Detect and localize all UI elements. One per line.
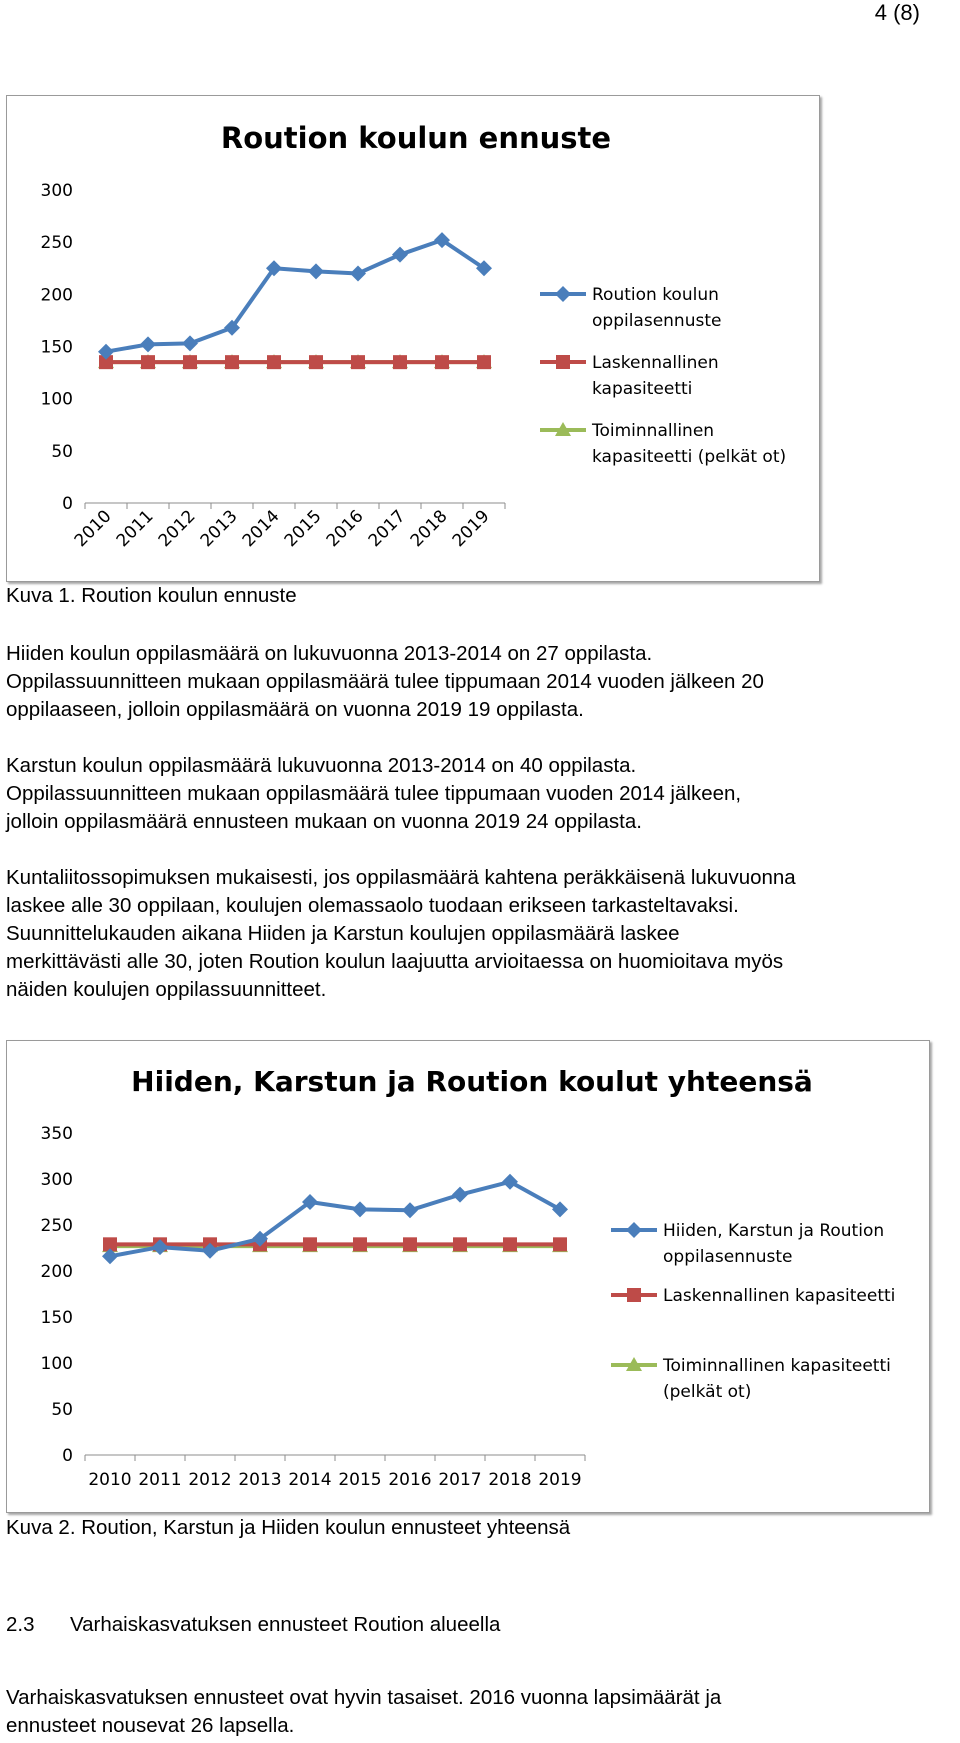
data-point (182, 335, 198, 351)
legend-marker (627, 1288, 641, 1302)
data-point (435, 355, 449, 369)
data-point (352, 1201, 368, 1217)
chart-title: Roution koulun ennuste (220, 121, 612, 155)
data-point (452, 1187, 468, 1203)
data-point (353, 1237, 367, 1251)
y-tick-label: 50 (51, 1400, 73, 1420)
para1-line: oppilaaseen, jolloin oppilasmäärä on vuonna 2019 19 oppilasta. (6, 698, 584, 721)
legend-label: Laskennallinen kapasiteetti (663, 1286, 896, 1306)
x-tick-label: 2018 (406, 506, 452, 552)
chart1-svg (7, 96, 819, 581)
x-tick-label: 2014 (288, 1470, 332, 1490)
data-point (303, 1237, 317, 1251)
data-point (350, 265, 366, 281)
data-point (552, 1201, 568, 1217)
x-tick-label: 2019 (448, 506, 494, 552)
data-point (402, 1202, 418, 1218)
x-tick-label: 2014 (238, 506, 284, 552)
data-point (393, 355, 407, 369)
data-point (403, 1237, 417, 1251)
para2-line: Karstun koulun oppilasmäärä lukuvuonna 2013-2014 on 40 oppilasta. (6, 754, 637, 777)
para2-line: jolloin oppilasmäärä ennusteen mukaan on vuonna 2019 24 oppilasta. (6, 810, 642, 833)
y-tick-label: 300 (40, 181, 73, 201)
paragraph-varhaiskasvatus (6, 1684, 960, 1740)
para4-line: ennusteet nousevat 26 lapsella. (6, 1714, 295, 1737)
x-tick-label: 2013 (238, 1470, 282, 1490)
para3-line: merkittävästi alle 30, joten Roution koulun laajuutta arvioitaessa on huomioitava myös (6, 950, 784, 973)
legend-label: oppilasennuste (663, 1247, 793, 1267)
para2-line: Oppilassuunnitteen mukaan oppilasmäärä tulee tippumaan vuoden 2014 jälkeen, (6, 782, 742, 805)
paragraph-karstun (6, 752, 960, 836)
x-tick-label: 2017 (438, 1470, 482, 1490)
data-point (503, 1237, 517, 1251)
legend-label: oppilasennuste (592, 311, 722, 331)
y-tick-label: 100 (40, 1354, 73, 1374)
y-tick-label: 250 (40, 233, 73, 254)
y-tick-label: 0 (62, 1446, 73, 1466)
legend-label: kapasiteetti (pelkät ot) (592, 447, 787, 467)
para3-line: Suunnittelukauden aikana Hiiden ja Karstun koulujen oppilasmäärä laskee (6, 922, 680, 945)
page-number: 4 (8) (874, 0, 920, 25)
legend-label: kapasiteetti (592, 379, 693, 399)
y-tick-label: 50 (51, 441, 73, 462)
y-tick-label: 0 (62, 494, 73, 514)
paragraph-kuntaliitos (6, 864, 960, 1004)
legend-marker (626, 1222, 642, 1238)
data-point (225, 355, 239, 369)
x-tick-label: 2017 (364, 506, 410, 552)
legend-label: (pelkät ot) (663, 1382, 752, 1402)
x-tick-label: 2012 (154, 506, 200, 552)
y-tick-label: 200 (40, 285, 73, 306)
legend-marker (556, 355, 570, 369)
legend-marker (555, 286, 571, 302)
x-tick-label: 2016 (322, 506, 368, 552)
legend-label: Toiminnallinen (592, 421, 715, 441)
data-point (453, 1237, 467, 1251)
legend-label: Toiminnallinen kapasiteetti (663, 1356, 891, 1376)
y-tick-label: 100 (40, 389, 73, 410)
legend-label: Roution koulun (592, 285, 719, 305)
x-tick-label: 2013 (196, 506, 242, 552)
chart-title: Hiiden, Karstun ja Roution koulut yhteensä (131, 1065, 813, 1098)
x-tick-label: 2011 (112, 506, 158, 552)
data-point (141, 355, 155, 369)
series-line (106, 240, 484, 352)
data-point (502, 1174, 518, 1190)
data-point (140, 336, 156, 352)
x-tick-label: 2016 (388, 1470, 432, 1490)
y-tick-label: 200 (40, 1262, 73, 1282)
chart-roution-koulun-ennuste (6, 95, 820, 582)
data-point (308, 263, 324, 279)
paragraph-hiiden (6, 640, 960, 724)
x-tick-label: 2019 (538, 1470, 582, 1490)
x-tick-label: 2018 (488, 1470, 532, 1490)
y-tick-label: 250 (40, 1216, 73, 1236)
x-tick-label: 2015 (280, 506, 326, 552)
para1-line: Hiiden koulun oppilasmäärä on lukuvuonna 2013-2014 on 27 oppilasta. (6, 642, 653, 665)
x-tick-label: 2010 (70, 506, 116, 552)
y-tick-label: 300 (40, 1170, 73, 1190)
section-heading (6, 1613, 500, 1637)
data-point (351, 355, 365, 369)
para4-line: Varhaiskasvatuksen ennusteet ovat hyvin tasaiset. 2016 vuonna lapsimäärät ja (6, 1686, 722, 1709)
data-point (183, 355, 197, 369)
legend-label: Laskennallinen (592, 353, 719, 373)
para3-line: laskee alle 30 oppilaan, koulujen olemassaolo tuodaan erikseen tarkasteltavaksi. (6, 894, 739, 917)
legend-label: Hiiden, Karstun ja Roution (663, 1221, 885, 1241)
caption-kuva-2: Kuva 2. Roution, Karstun ja Hiiden koulun ennusteet yhteensä (6, 1516, 571, 1539)
y-tick-label: 350 (40, 1124, 73, 1144)
x-tick-label: 2010 (88, 1470, 132, 1490)
caption-kuva-1: Kuva 1. Roution koulun ennuste (6, 584, 297, 607)
data-point (267, 355, 281, 369)
para3-line: näiden koulujen oppilassuunnitteet. (6, 978, 327, 1001)
section-number: 2.3 (6, 1613, 35, 1636)
y-tick-label: 150 (40, 1308, 73, 1328)
para3-line: Kuntaliitossopimuksen mukaisesti, jos oppilasmäärä kahtena peräkkäisenä lukuvuonna (6, 866, 796, 889)
para1-line: Oppilassuunnitteen mukaan oppilasmäärä tulee tippumaan 2014 vuoden jälkeen 20 (6, 670, 764, 693)
data-point (309, 355, 323, 369)
chart-koulut-yhteensa (6, 1040, 930, 1513)
chart2-svg (7, 1041, 929, 1512)
data-point (477, 355, 491, 369)
x-tick-label: 2015 (338, 1470, 382, 1490)
x-tick-label: 2012 (188, 1470, 232, 1490)
x-tick-label: 2011 (138, 1470, 182, 1490)
section-title: Varhaiskasvatuksen ennusteet Roution alueella (70, 1613, 501, 1636)
data-point (392, 247, 408, 263)
y-tick-label: 150 (40, 337, 73, 358)
data-point (553, 1237, 567, 1251)
